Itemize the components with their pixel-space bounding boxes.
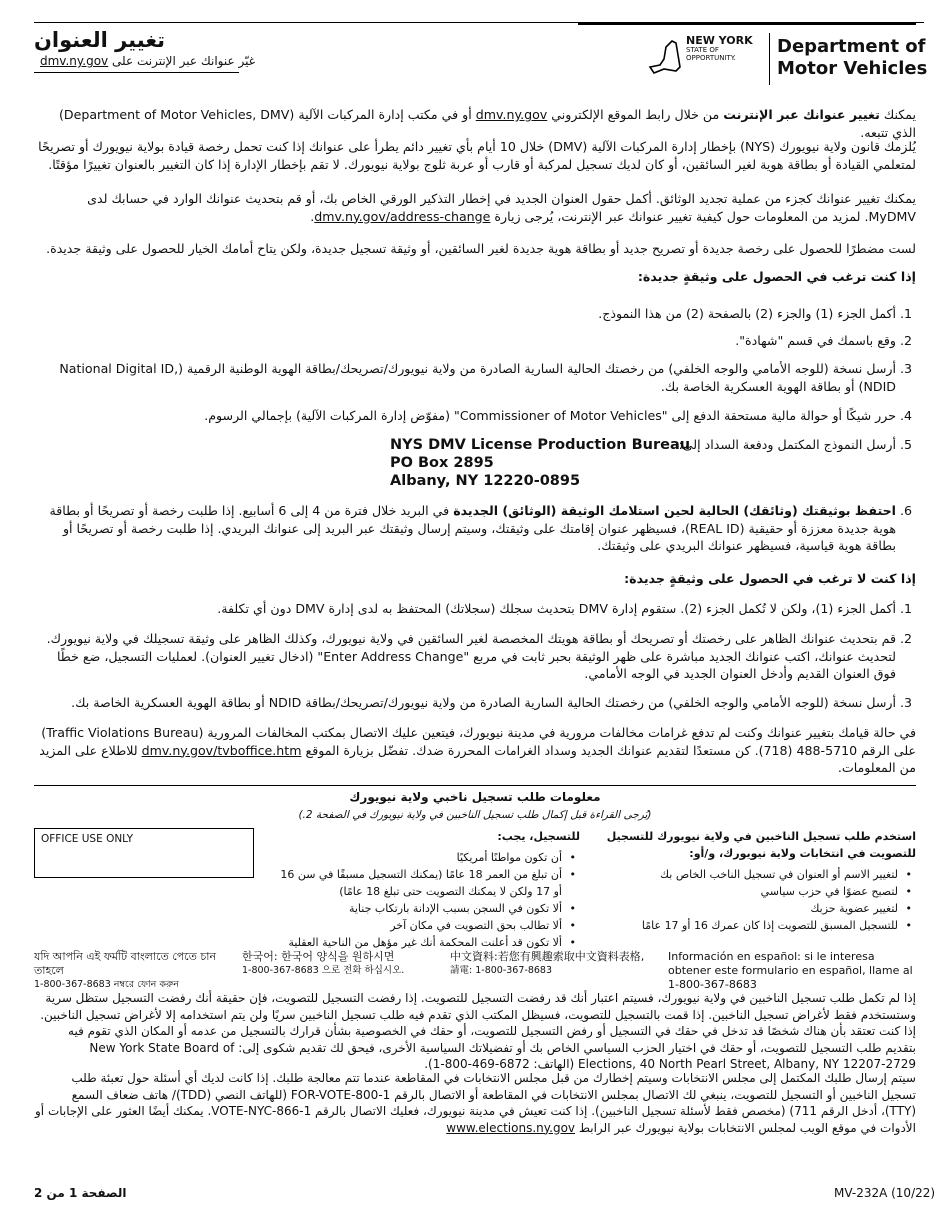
lang-spanish: Información en español: si le interesa obtener este formulario en español, llame al 1-800-367-8683 — [668, 950, 913, 991]
intro-p1: يمكنك تغيير عنوانك عبر الإنترنت من خلال رابط الموقع الإلكتروني dmv.ny.gov أو في مكتب إدارة المركبات الآلية (Department of Motor Vehicles, DMV) الذي تتبعه. — [58, 107, 916, 140]
new-item-6: 6. احتفظ بوثيقتك (وثائقك) الحالية لحين استلامك الوثيقة (الوثائق) الجديدة في البريد خلال فترة من 4 إلى 6 أسابيع. إذا طلبت رخصة أو تصريحًا أو بطاقة هوية جديدة معززة أو حقيقية (REAL ID)، فسيظهر عنوان إقامتك على وثيقتك، وسيتم إرسال وثيقتك عبر البريد إلى عنوانك البريدي. إذا طلبت رخصة أو تصريحًا أو بطاقة هوية قياسية، فسيظهر عنوانك البريدي على وثيقتك. — [49, 503, 912, 553]
list-item: • ألا تكون في السجن بسبب الإدانة بارتكاب جناية — [348, 902, 576, 915]
no-new-item-2: 2. قم بتحديث عنوانك الظاهر على رخصتك أو تصريحك أو بطاقة هويتك المخصصة لغير السائقين في ولاية نيويورك، وكذلك الظاهر على وثيقة تسجيلك في ولاية نيويورك. لتحديث عنوانك، اكتب عنوانك الجديد مباشرة على ظهر الوثيقة بحبر ثابت في مربع "Enter Address Change" (ادخال تغيير العنوان). لعمليات التسجيل، ضع خطًا فوق العنوان القديم وأدخل العنوان الجديد في الوجه الأمامي. — [46, 631, 912, 681]
elections-link[interactable]: www.elections.ny.gov — [446, 1120, 576, 1135]
voter-note: (يُرجى القراءة قبل إكمال طلب تسجيل الناخبين في ولاية نيويورك في الصفحة 2.) — [298, 809, 652, 821]
voter-req-heading: للتسجيل، يجب: — [497, 830, 580, 843]
dmv-link[interactable]: dmv.ny.gov — [475, 107, 548, 122]
form-id: MV-232A (10/22) — [834, 1186, 936, 1200]
page-number: الصفحة 1 من 2 — [34, 1186, 127, 1200]
voter-elections-paragraph: سيتم إرسال طلبك المكتمل إلى مجلس الانتخابات وسيتم إخطارك من قبل مجلس الانتخابات في المقاطعة عندما تتم معالجة طلبك. إذا كانت لديك أي أسئلة حول تعبئة طلب تسجيل الناخبين أو التسجيل للتصويت، ينبغي لك الاتصال بمجلس الانتخابات في المقاطعة أو الاتصال بالرقم 1-800-FOR-VOTE (للهاتف النصي (TDD)/ هاتف ضعاف السمع (TTY)، أدخل الرقم 711) (مخصص فقط لأسئلة تسجيل الناخبين). إذا كنت تعيش في مدينة نيويورك، فعليك الاتصال بالرقم 1-866-VOTE-NYC. يمكنك أيضًا العثور على الإجابات أو الأدوات في موقع الويب لمجلس الانتخابات بولاية نيويورك عبر الرابط www.elections.ny.gov — [35, 1071, 916, 1135]
intro-p2: يُلزمك قانون ولاية نيويورك (NYS) بإخطار إدارة المركبات الآلية (DMV) خلال 10 أيام بأي تغيير دائم يطرأ على عنوانك إذا كنت تحمل رخصة قيادة بولاية نيويورك أو تصريحًا لمتعلمي القيادة أو بطاقة هوية لغير السائقين، أو كان لديك تسجيل لمركبة أو قارب أو عربة ثلوج بولاية نيويورك. لا تقم بإخطار الإدارة إذا كان التغيير بالعنوان تغييرًا مؤقتًا. — [38, 139, 916, 172]
list-item: • لتغيير عضوية حزبك — [810, 902, 912, 915]
address-change-link[interactable]: dmv.ny.gov/address-change — [314, 208, 491, 224]
page-title: تغيير العنوان — [34, 28, 166, 52]
logo-separator — [769, 33, 770, 85]
section-new-heading: إذا كنت ترغب في الحصول على وثيقةٍ جديدة: — [637, 269, 916, 284]
lang-korean: 한국어: 한국어 양식을 원하시면 1-800-367-8683 으로 전화 하십시오. — [242, 950, 405, 976]
no-new-item-3: 3. أرسل نسخة (للوجه الأمامي والوجه الخلفي) من رخصتك الحالية السارية الصادرة من ولاية نيويورك/تصريحك/بطاقة NDID أو بطاقة الهوية العسكرية الخاصة بك. — [71, 695, 912, 710]
ny-state-wordmark — [686, 36, 753, 62]
voter-privacy-paragraph: إذا لم تكمل طلب تسجيل الناخبين في ولاية نيويورك، فسيتم اعتبار أنك قد رفضت التسجيل للتصويت. إذا رفضت التسجيل للتصويت، فإن حقيقة أنك رفضت التسجيل ستظل سرية وستستخدم فقط لأغراض تسجيل الناخبين. إذا قمت بالتسجيل للتصويت، فسيظل المكتب الذي تقدم فيه طلب تسجيل الناخبين سريًا ولن يتم استخدامه إلا لأغراض تسجيل الناخبين. إذا كنت تعتقد بأن هناك شخصًا قد تدخل في حقك في التسجيل أو رفض التسجيل للتصويت، أو حقك في الخصوصية بشأن قرارك بالتسجيل من عدمه أو المكان الذي تقوم فيه بتقديم طلب التسجيل للتصويت، أو حقك في اختيار الحزب السياسي الخاص بك أو تفضيلاتك السياسية الأخرى، فيحق لك تقديم شكوى إلى: New York State Board of Elections, 40 North Pearl Street, Albany, NY 12207-2729 (الهاتف: 6872-469-800-1). — [40, 991, 916, 1071]
list-item: • ألا تطالب بحق التصويت في مكان آخر — [390, 919, 576, 932]
state-line1: NEW YORK — [686, 34, 753, 47]
voter-use-list — [600, 866, 912, 934]
section-no-new-heading: إذا كنت لا ترغب في الحصول على وثيقةٍ جديدة: — [624, 571, 916, 586]
dmv-logo — [646, 33, 928, 85]
subtitle-rule — [34, 72, 239, 73]
dept-line1: Department of — [777, 36, 926, 57]
mailing-address — [390, 436, 690, 490]
new-item-3: 3. أرسل نسخة (للوجه الأمامي والوجه الخلفي) من رخصتك الحالية السارية الصادرة من ولاية نيويورك/تصريحك/بطاقة الهوية الوطنية الرقمية (National Digital ID, NDID) أو بطاقة الهوية العسكرية الخاصة بك. — [59, 361, 912, 394]
intro-p4: لست مضطرًا للحصول على رخصة جديدة أو تصريح جديد أو بطاقة هوية جديدة لغير السائقين، أو وثيقة تسجيل جديدة، ولكن يتاح أمامك الخيار للحصول على وثيقة جديدة. — [46, 241, 916, 256]
subtitle-text: غيّر عنوانك عبر الإنترنت على — [112, 54, 255, 68]
lang-bengali: যদি আপনি এই ফর্মটি বাংলাতে পেতে চান তাহলে 1-800-367-8683 নম্বরে ফোন করুন — [34, 950, 217, 990]
voter-use-heading: استخدم طلب تسجيل الناخبين في ولاية نيويورك للتسجيل للتصويت في انتخابات ولاية نيويورك، و/أو: — [606, 830, 916, 860]
dept-line2: Motor Vehicles — [777, 58, 928, 79]
new-item-1: 1. أكمل الجزء (1) والجزء (2) بالصفحة (2) من هذا النموذج. — [598, 306, 912, 321]
top-rule-thick — [578, 22, 916, 25]
new-item-4: 4. حرر شيكًا أو حوالة مالية مستحقة الدفع إلى "Commissioner of Motor Vehicles" (مفوّض إدارة المركبات الآلية) بإجمالي الرسوم. — [204, 408, 912, 423]
list-item: • أن تبلغ من العمر 18 عامًا (يمكنك التسجيل مسبقًا في سن 16 أو 17 ولكن لا يمكنك التصويت حتى تبلغ 18 عامًا) — [280, 868, 576, 898]
voter-req-list — [270, 849, 576, 951]
no-new-item-1: 1. أكمل الجزء (1)، ولكن لا تُكمل الجزء (2). ستقوم إدارة DMV بتحديث سجلك (سجلاتك) المحتفظ به لدى إدارة DMV دون أي تكلفة. — [217, 601, 912, 616]
list-item: • لتغيير الاسم أو العنوان في تسجيل الناخب الخاص بك — [660, 868, 912, 881]
office-use-label: OFFICE USE ONLY — [41, 833, 134, 845]
state-line3: OPPORTUNITY. — [686, 54, 736, 62]
subtitle-link[interactable]: dmv.ny.gov — [40, 54, 109, 68]
address-line1: NYS DMV License Production Bureau — [390, 437, 691, 453]
list-item: • أن تكون مواطنًا أمريكيًا — [456, 851, 576, 864]
new-item-5: 5. أرسل النموذج المكتمل ودفعة السداد إلى: — [678, 437, 912, 452]
state-line2: STATE OF — [686, 46, 719, 54]
traffic-violations-note: في حالة قيامك بتغيير عنوانك وكنت لم تدفع غرامات مخالفات مرورية في مدينة نيويورك، فيتعين عليك الاتصال بمكتب المخالفات المرورية (Traffic Violations Bureau) على الرقم 5710-488 (718). كن مستعدًا لتقديم عنوانك الجديد وسداد الغرامات المحررة ضدك. تفضّل بزيارة الموقع dmv.ny.gov/tvboffice.htm للاطلاع على المزيد من المعلومات. — [39, 725, 916, 775]
section-divider — [34, 785, 916, 786]
address-line2: PO Box 2895 — [390, 455, 494, 471]
list-item: • للتسجيل المسبق للتصويت إذا كان عمرك 16 أو 17 عامًا — [641, 919, 912, 932]
voter-use-column — [600, 828, 916, 934]
ny-state-map-icon — [646, 37, 684, 77]
office-use-box — [34, 828, 254, 878]
intro-p3: يمكنك تغيير عنوانك كجزء من عملية تجديد الوثائق. أكمل حقول العنوان الجديد في إخطار التذكير الورقي الخاص بك، أو قم بتحديث عنوانك الوارد في حسابك لدى MyDMV. لمزيد من المعلومات حول كيفية تغيير عنوانك عبر الإنترنت، يُرجى زيارة dmv.ny.gov/address-change. — [87, 191, 916, 224]
lang-chinese: 中文資料:若您有興趣索取中文資料表格, 請電: 1-800-367-8683 — [450, 950, 645, 976]
list-item: • لتصبح عضوًا في حزب سياسي — [760, 885, 912, 898]
list-item: • ألا تكون قد أعلنت المحكمة أنك غير مؤهل من الناحية العقلية — [288, 936, 576, 949]
voter-heading: معلومات طلب تسجيل ناخبي ولاية نيويورك — [349, 790, 601, 804]
subtitle — [40, 54, 255, 68]
voter-requirements-column — [270, 828, 580, 951]
new-item-2: 2. وقع باسمك في قسم "شهادة". — [735, 333, 912, 348]
tvb-link[interactable]: dmv.ny.gov/tvboffice.htm — [141, 742, 302, 758]
address-line3: Albany, NY 12220-0895 — [390, 473, 581, 489]
dept-wordmark — [777, 36, 927, 80]
